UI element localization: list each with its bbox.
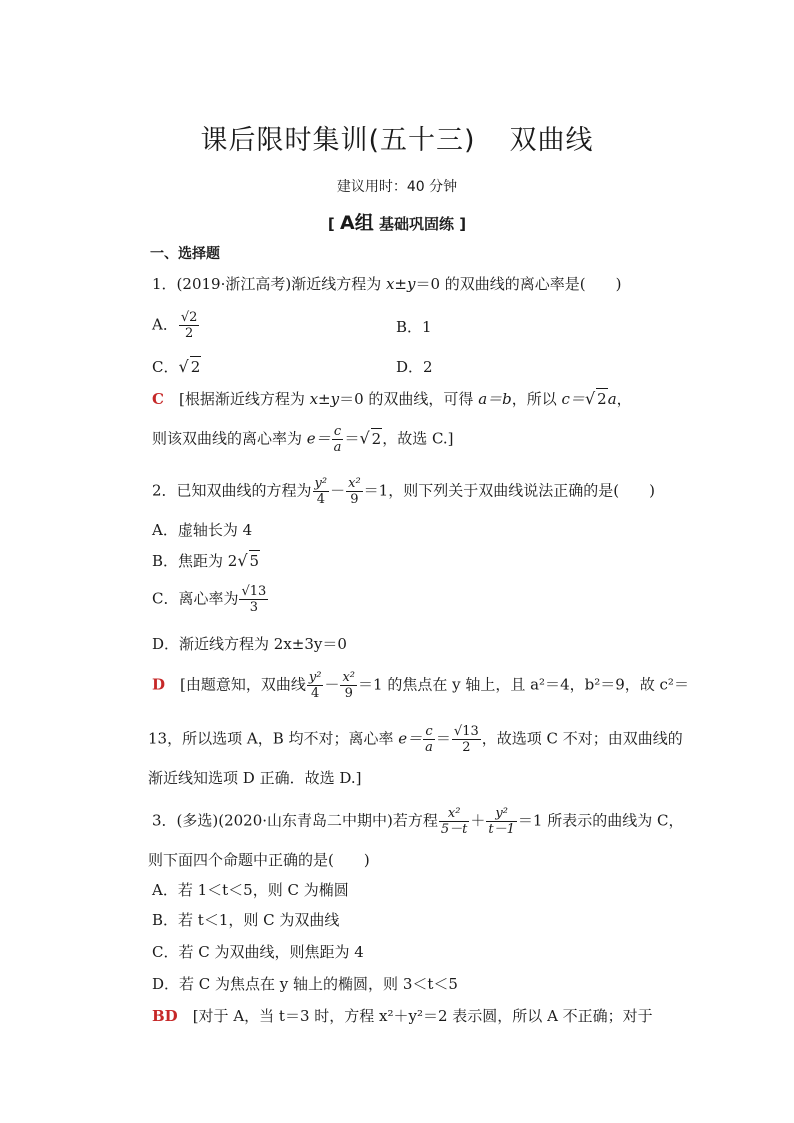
q2-explanation-2: 13，所以选项 A，B 均不对；离心率 e＝ $\frac{c}{a}$ ＝ $\frac{√13}{2}$ ，故选项 C 不对；由双曲线的 <box>148 724 683 755</box>
q2-option-c: C．离心率为 $\frac{√13}{3}$ <box>152 584 267 615</box>
q1-option-d: D．2 <box>396 358 433 376</box>
q2-explanation-1: D [由题意知，双曲线 $\frac{\text{y²}}{4}$ － $\frac{\text{x²}}{9}$ ＝1 的焦点在 y 轴上，且 a²＝4，b²＝9，故 c²＝ <box>152 670 689 701</box>
q2-answer: D <box>152 675 166 694</box>
q3-stem: 3．(多选)(2020·山东青岛二中期中)若方程 $\frac{\text{x²}}{5-t}$ ＋ $\frac{\text{y²}}{t-1}$ ＝1 所表示的曲线为 C， <box>152 806 684 837</box>
title-main: 课后限时集训(五十三) <box>200 125 476 156</box>
q3-option-b: B．若 t＜1，则 C 为双曲线 <box>152 911 340 929</box>
q1-explanation-1: C [根据渐近线方程为 x±y＝0 的双曲线，可得 a＝b，所以 c＝√ 2a， <box>152 389 632 408</box>
q1-option-a: A． $\frac{√2}{2}$ <box>152 310 198 341</box>
page-title <box>0 118 794 157</box>
q1-answer: C <box>152 390 164 408</box>
q3-stem-2: 则下面四个命题中正确的是( ) <box>148 851 370 869</box>
q2-stem: 2．已知双曲线的方程为 $\frac{\text{y²}}{4}$ － $\frac{\text{x²}}{9}$ ＝1，则下列关于双曲线说法正确的是( ) <box>152 476 655 507</box>
q1-explanation-2: 则该双曲线的离心率为 e＝ $\frac{c}{a}$ ＝√ 2，故选 C.] <box>152 424 454 455</box>
q2-option-a: A．虚轴长为 4 <box>152 521 253 539</box>
q3-explanation-1: BD [对于 A，当 t＝3 时，方程 x²＋y²＝2 表示圆，所以 A 不正确；对于 <box>152 1007 653 1025</box>
section-heading: 一、选择题 <box>150 246 220 262</box>
q2-option-d: D．渐近线方程为 2x±3y＝0 <box>152 635 347 653</box>
title-topic: 双曲线 <box>509 125 594 156</box>
group-name: 基础巩固练 <box>378 215 454 233</box>
q2-explanation-3: 渐近线知选项 D 正确．故选 D.] <box>148 769 362 787</box>
q3-answer: BD <box>152 1007 178 1025</box>
q3-option-c: C．若 C 为双曲线，则焦距为 4 <box>152 943 364 961</box>
q1-option-b: B．1 <box>396 318 432 336</box>
group-letter: A组 <box>340 212 374 234</box>
q3-option-a: A．若 1＜t＜5，则 C 为椭圆 <box>152 881 349 899</box>
q2-option-b: B．焦距为 2√ 5 <box>152 551 260 570</box>
q1-stem: 1．(2019·浙江高考)渐近线方程为 x±y＝0 的双曲线的离心率是( ) <box>152 275 622 293</box>
group-heading: [ A组 基础巩固练 ] <box>327 212 467 234</box>
suggested-time: 建议用时：40 分钟 <box>336 179 458 195</box>
q1-option-c: C．√ 2 <box>152 357 201 376</box>
q3-option-d: D．若 C 为焦点在 y 轴上的椭圆，则 3＜t＜5 <box>152 975 458 993</box>
